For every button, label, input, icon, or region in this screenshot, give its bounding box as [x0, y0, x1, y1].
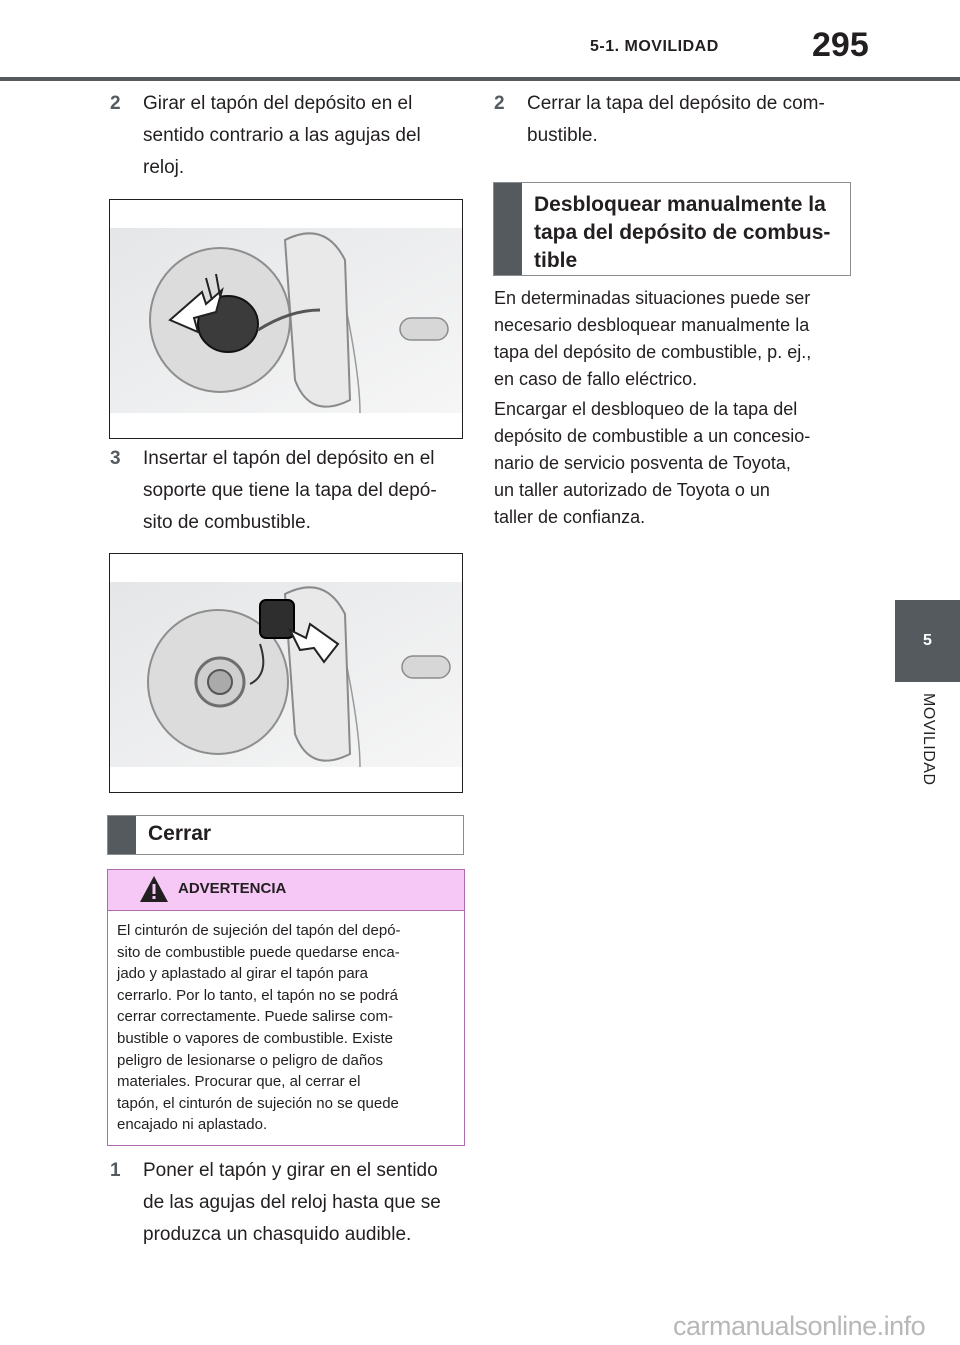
section-heading-desbloquear — [493, 182, 851, 276]
step-number: 2 — [494, 93, 505, 114]
step-text: Girar el tapón del depósito en el sentido contrario a las agujas del reloj. — [143, 93, 421, 178]
paragraph-dealer: Encargar el desbloqueo de la tapa del depósito de combustible a un concesio- nario de servicio posventa de Toyota, un taller autorizado de Toyota o un taller de confianza. — [494, 399, 811, 527]
section-title-text: Desbloquear manualmente la tapa del depósito de combus- tible — [534, 193, 831, 272]
step-text: Cerrar la tapa del depósito de com- bustible. — [527, 93, 825, 146]
step-number: 2 — [110, 93, 121, 114]
warning-box — [107, 869, 465, 1146]
warning-triangle-icon — [138, 874, 170, 904]
step-text: Poner el tapón y girar en el sentido de las agujas del reloj hasta que se produzca un chasquido audible. — [143, 1160, 441, 1245]
header-rule — [0, 77, 960, 81]
step-number: 3 — [110, 448, 121, 469]
chapter-tab[interactable]: 5 — [895, 600, 960, 682]
section-title-text: Cerrar — [148, 822, 212, 845]
warning-text: El cinturón de sujeción del tapón del depó- sito de combustible puede quedarse enca- jado y aplastado al girar el tapón para cerrarlo. Por lo tanto, el tapón no se podrá cerrar correctamente. Puede salirse com- bustible o vapores de combustible. Existe peligro de lesionarse o peligro de daños materiales. Procurar que, al cerrar el tapón, el cinturón de sujeción no se quede encajado ni aplastado. — [117, 922, 401, 1134]
warning-header — [108, 870, 464, 911]
section-bar — [108, 816, 136, 854]
paragraph-manual-unlock: En determinadas situaciones puede ser necesario desbloquear manualmente la tapa del depósito de combustible, p. ej., en caso de fallo eléctrico. — [494, 288, 812, 389]
warning-title: ADVERTENCIA — [178, 880, 287, 897]
section-title: 5-1. MOVILIDAD — [590, 38, 719, 55]
page-number: 295 — [812, 26, 869, 64]
section-bar — [494, 183, 522, 275]
step-number: 1 — [110, 1160, 121, 1181]
watermark: carmanualsonline.info — [673, 1311, 926, 1341]
section-heading-cerrar — [107, 815, 464, 855]
cap-holder-illustration — [110, 554, 462, 792]
step-text: Insertar el tapón del depósito en el soporte que tiene la tapa del depó- sito de combustible. — [143, 448, 437, 533]
figure-open-cap — [109, 199, 463, 439]
figure-insert-cap — [109, 553, 463, 793]
chapter-label: MOVILIDAD — [920, 693, 937, 786]
fuel-cap-illustration — [110, 200, 462, 438]
